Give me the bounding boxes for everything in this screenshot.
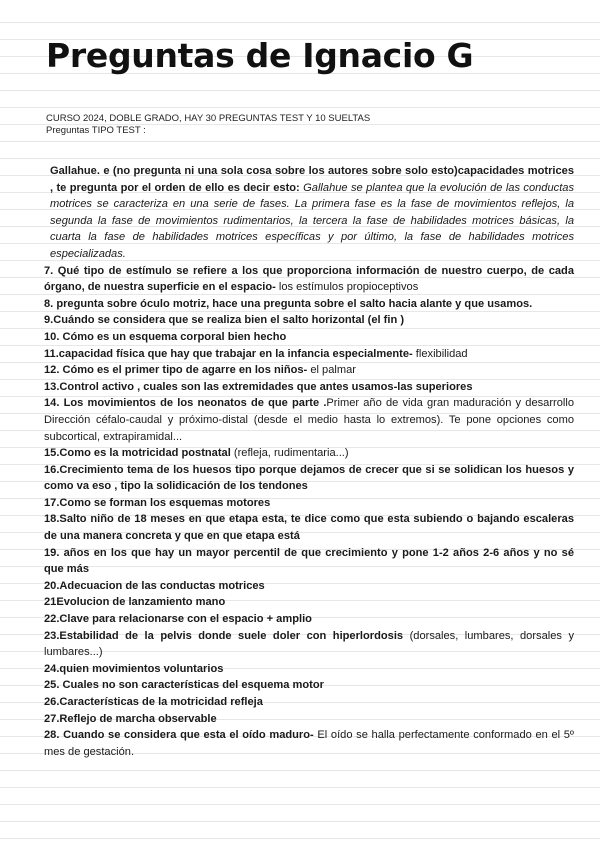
question-item: 21Evolucion de lanzamiento mano <box>44 596 226 609</box>
page-title: Preguntas de Ignacio G <box>46 36 474 75</box>
question-item: 27.Reflejo de marcha observable <box>44 712 217 725</box>
question-item: 25. Cuales no son características del esquema motor <box>44 679 324 692</box>
question-item: 17.Como se forman los esquemas motores <box>44 496 271 509</box>
question-item: 7. Qué tipo de estímulo se refiere a los que proporciona información de nuestro cuerpo, de cada órgano, de nuestra superficie en el espacio- los estímulos propioceptivos <box>44 264 574 294</box>
question-item: 9.Cuándo se considera que se realiza bien el salto horizontal (el fin ) <box>44 314 405 327</box>
question-item: 12. Cómo es el primer tipo de agarre en los niños- el palmar <box>44 364 356 377</box>
question-item: 20.Adecuacion de las conductas motrices <box>44 579 265 592</box>
course-info-line: CURSO 2024, DOBLE GRADO, HAY 30 PREGUNTAS TEST Y 10 SUELTAS <box>46 113 371 124</box>
question-item: 15.Como es la motricidad postnatal (refleja, rudimentaria...) <box>44 447 349 460</box>
question-item: 22.Clave para relacionarse con el espacio + amplio <box>44 613 312 626</box>
question-item: 26.Características de la motricidad refleja <box>44 696 263 708</box>
test-section-label: Preguntas TIPO TEST : <box>46 125 146 136</box>
question-item: 11.capacidad física que hay que trabajar en la infancia especialmente- flexibilidad <box>44 347 468 360</box>
question-list <box>44 163 574 760</box>
question-item: 24.quien movimientos voluntarios <box>44 662 224 675</box>
question-item: 13.Control activo , cuales son las extremidades que antes usamos-las superiores <box>44 380 473 393</box>
question-item: 14. Los movimientos de los neonatos de que parte .Primer año de vida gran maduración y desarrollo Dirección céfalo-caudal y próximo-distal (desde el medio hasta lo extremos). Te pone opciones como subcortical, extrapiramidal... <box>44 397 574 443</box>
question-item: 23.Estabilidad de la pelvis donde suele doler con hiperlordosis (dorsales, lumbares, dorsales y lumbares...) <box>44 629 575 659</box>
question-item: 18.Salto niño de 18 meses en que etapa esta, te dice como que esta subiendo o bajando escaleras de una manera concreta y que en que etapa está <box>44 513 574 543</box>
course-info <box>46 113 370 137</box>
question-item: Gallahue. e (no pregunta ni una sola cosa sobre los autores sobre solo esto)capacidades motrices , te pregunta por el orden de ello es decir esto: Gallahue se plantea que la evolución de las conductas motrices se caracteriza en una serie de fases. La primera fase es la fase de movimientos reflejos, la segunda la fase de movimientos rudimentarios, la tercera la fase de habilidades motrices básicas, la cuarta la fase de habilidades motrices específicas y por último, la fase de habilidades motrices especializadas. <box>50 165 574 260</box>
question-item: 19. años en los que hay un mayor percentil de que crecimiento y pone 1-2 años 2-6 años y no sé que más <box>44 546 574 576</box>
question-item: 8. pregunta sobre óculo motriz, hace una pregunta sobre el salto hacia alante y que usamos. <box>44 297 533 310</box>
question-item: 16.Crecimiento tema de los huesos tipo porque dejamos de crecer que si se solidican los huesos y como va eso , tipo la solidicación de los tendones <box>44 463 574 493</box>
question-item: 10. Cómo es un esquema corporal bien hecho <box>44 330 287 343</box>
question-item: 28. Cuando se considera que esta el oído maduro- El oído se halla perfectamente conformado en el 5º mes de gestación. <box>44 729 574 758</box>
